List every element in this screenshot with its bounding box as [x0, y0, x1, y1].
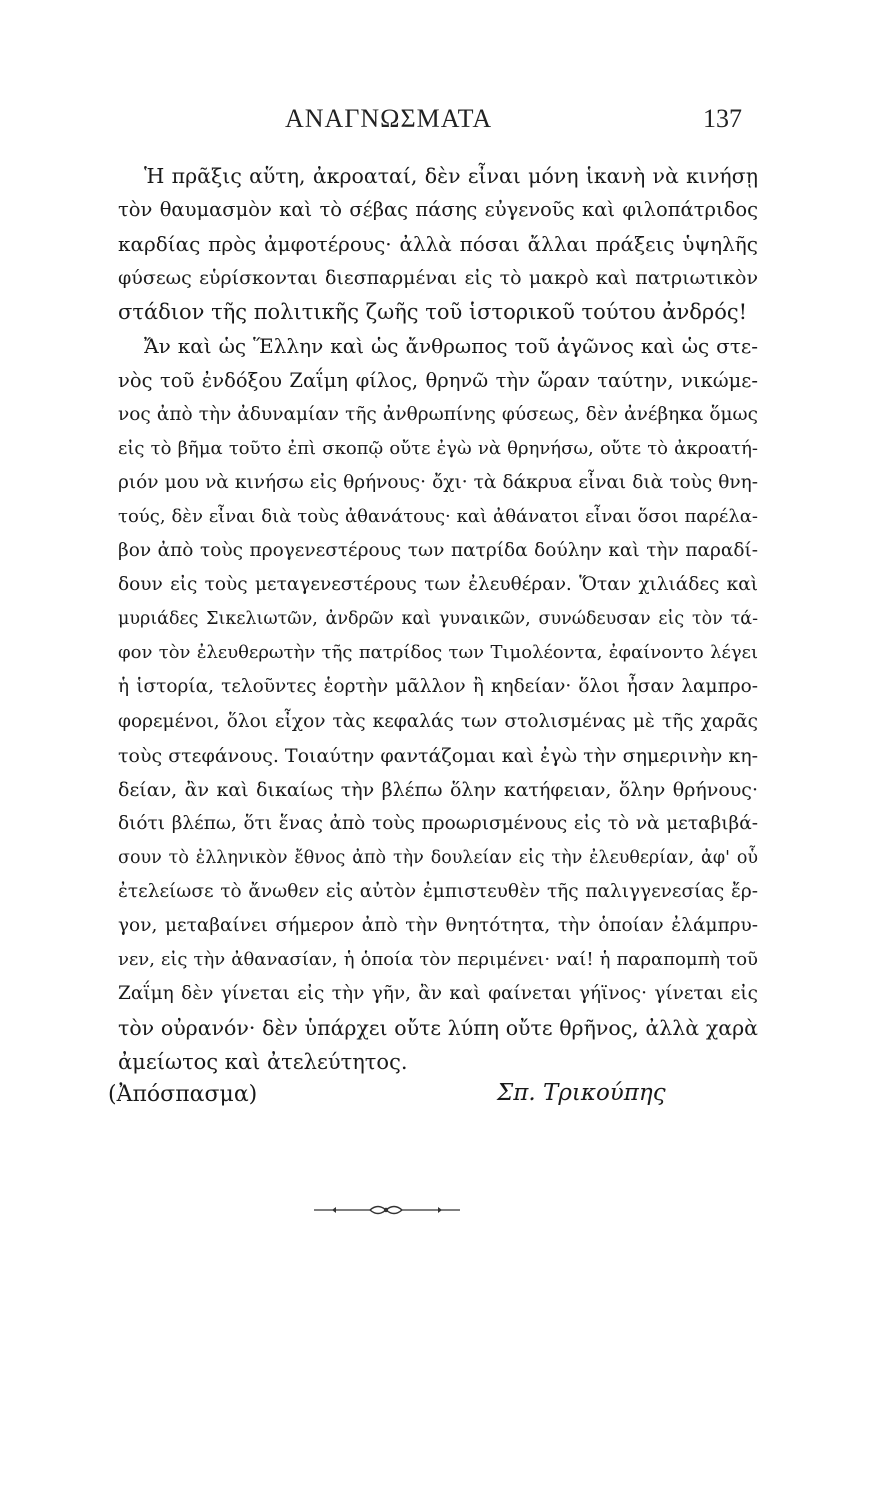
author-signature: Σπ. Τρικούπης — [497, 1080, 666, 1106]
text-line: φον τὸν ἐλευθερωτὴν τῆς πατρίδος των Τιμολέοντα, ἐφαίνοντο λέγει — [118, 642, 758, 664]
text-line: βον ἀπὸ τοὺς προγενεστέρους των πατρίδα δούλην καὶ τὴν παραδί- — [118, 540, 758, 562]
text-line: τοὺς στεφάνους. Τοιαύτην φαντάζομαι καὶ ἐγὼ τὴν σημερινὴν κη- — [118, 744, 758, 767]
body-text — [118, 159, 758, 1080]
text-line: δουν εἰς τοὺς μεταγενεστέρους των ἐλευθέραν. Ὅταν χιλιάδες καὶ — [118, 574, 758, 596]
text-line: σουν τὸ ἑλληνικὸν ἔθνος ἀπὸ τὴν δουλείαν εἰς τὴν ἐλευθερίαν, ἀφ' οὗ — [118, 847, 758, 868]
running-title: ΑΝΑΓΝΩΣΜΑΤΑ — [285, 104, 493, 133]
text-line: τὸν θαυμασμὸν καὶ τὸ σέβας πάσης εὐγενοῦς καὶ φιλοπάτριδος — [118, 198, 758, 222]
text-line: γον, μεταβαίνει σήμερον ἀπὸ τὴν θνητότητα, τὴν ὁποίαν ἐλάμπρυ- — [118, 915, 758, 937]
page-number: 137 — [703, 104, 742, 133]
text-line: καρδίας πρὸς ἀμφοτέρους· ἀλλὰ πόσαι ἄλλαι πράξεις ὑψηλῆς — [118, 232, 758, 257]
decorative-rule-icon — [312, 1200, 462, 1220]
text-line: φύσεως εὑρίσκονται διεσπαρμέναι εἰς τὸ μακρὸ καὶ πατριωτικὸν — [118, 267, 758, 290]
text-line: φορεμένοι, ὅλοι εἶχον τὰς κεφαλάς των στολισμένας μὲ τῆς χαρᾶς — [118, 710, 758, 732]
text-line: νεν, εἰς τὴν ἀθανασίαν, ἡ ὁποία τὸν περιμένει· ναί! ἡ παραπομπὴ τοῦ — [118, 949, 758, 971]
text-line: Ἡ πρᾶξις αὕτη, ἀκροαταί, δὲν εἶναι μόνη ἱκανὴ νὰ κινήσῃ — [144, 164, 758, 188]
text-line: νος ἀπὸ τὴν ἀδυναμίαν τῆς ἀνθρωπίνης φύσεως, δὲν ἀνέβηκα ὅμως — [118, 403, 758, 425]
closing-block — [0, 1082, 896, 1122]
text-line: τὸν οὐρανόν· δὲν ὑπάρχει οὔτε λύπη οὔτε θρῆνος, ἀλλὰ χαρὰ — [118, 1016, 758, 1041]
text-line: μυριάδες Σικελιωτῶν, ἀνδρῶν καὶ γυναικῶν, συνώδευσαν εἰς τὸν τά- — [118, 609, 758, 630]
text-line: ριόν μου νὰ κινήσω εἰς θρήνους· ὄχι· τὰ δάκρυα εἶναι διὰ τοὺς θνη- — [118, 471, 758, 493]
text-line: ἀμείωτος καὶ ἀτελεύτητος. — [118, 1050, 408, 1075]
text-line: στάδιον τῆς πολιτικῆς ζωῆς τοῦ ἱστορικοῦ τούτου ἀνδρός! — [118, 300, 748, 325]
running-head — [0, 104, 896, 140]
text-line: Ζαΐμη δὲν γίνεται εἰς τὴν γῆν, ἂν καὶ φαίνεται γήϊνος· γίνεται εἰς — [118, 983, 758, 1005]
text-line: ἡ ἱστορία, τελοῦντες ἑορτὴν μᾶλλον ἢ κηδείαν· ὅλοι ἦσαν λαμπρο- — [118, 676, 758, 698]
text-line: δείαν, ἂν καὶ δικαίως τὴν βλέπω ὅλην κατήφειαν, ὅλην θρήνους· — [118, 778, 758, 801]
text-line: Ἄν καὶ ὡς Ἕλλην καὶ ὡς ἄνθρωπος τοῦ ἀγῶνος καὶ ὡς στε- — [144, 334, 758, 359]
text-line: διότι βλέπω, ὅτι ἕνας ἀπὸ τοὺς προωρισμένους εἰς τὸ νὰ μεταβιβά- — [118, 812, 758, 834]
text-line: εἰς τὸ βῆμα τοῦτο ἐπὶ σκοπῷ οὔτε ἐγὼ νὰ θρηνήσω, οὔτε τὸ ἀκροατή- — [118, 437, 758, 459]
source-note: (Ἀπόσπασμα) — [108, 1082, 258, 1107]
text-line: νὸς τοῦ ἐνδόξου Ζαΐμη φίλος, θρηνῶ τὴν ὥραν ταύτην, νικώμε- — [118, 368, 758, 392]
text-line: τούς, δὲν εἶναι διὰ τοὺς ἀθανάτους· καὶ ἀθάνατοι εἶναι ὅσοι παρέλα- — [118, 505, 758, 527]
text-line: ἐτελείωσε τὸ ἄνωθεν εἰς αὐτὸν ἐμπιστευθὲν τῆς παλιγγενεσίας ἔρ- — [118, 880, 758, 902]
